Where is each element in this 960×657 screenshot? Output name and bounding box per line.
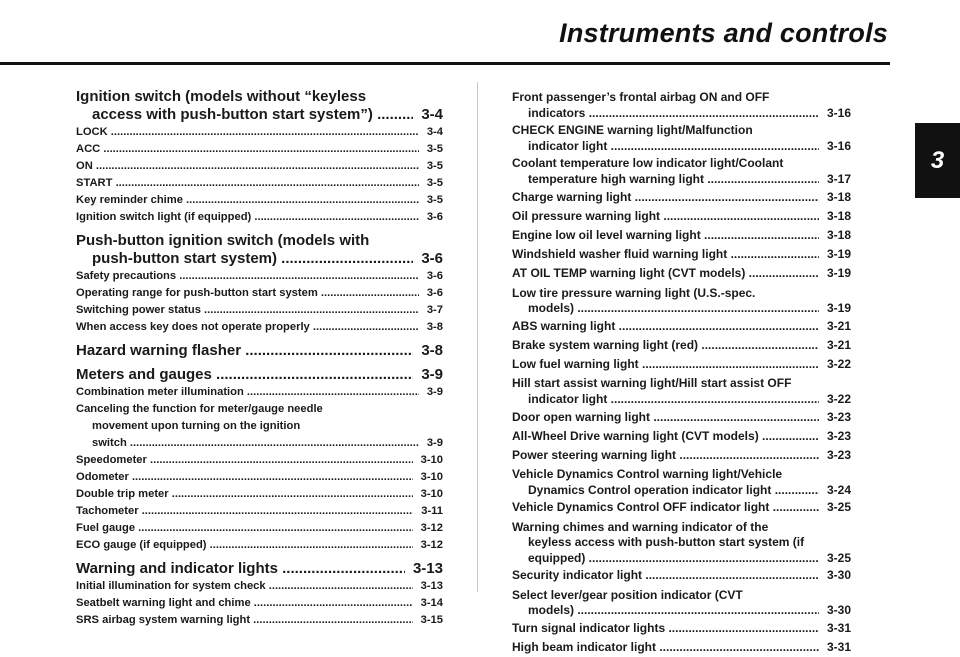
toc-entry-title: All-Wheel Drive warning light (CVT models) .....	[512, 427, 819, 446]
toc-entry-page: 3-9	[426, 386, 443, 398]
toc-entry-page: 3-6	[426, 270, 443, 282]
toc-entry-page: 3-19	[826, 301, 851, 316]
toc-entry-page: 3-16	[826, 138, 851, 153]
toc-entry-page: 3-5	[426, 194, 443, 206]
toc-entry-title-line: Low tire pressure warning light (U.S.-spec.	[512, 285, 756, 300]
toc-entry-title-line: Hill start assist warning light/Hill start assist OFF	[512, 376, 792, 391]
toc-entry-page: 3-8	[421, 342, 443, 359]
toc-entry[interactable]	[76, 232, 443, 268]
toc-entry-title: Low fuel warning light .....	[512, 355, 819, 374]
toc-entry[interactable]	[512, 376, 851, 407]
toc-entry-page: 3-12	[420, 522, 443, 534]
toc-entry-title: Security indicator light .....	[512, 566, 819, 585]
toc-entry-page: 3-31	[826, 620, 851, 635]
toc-entry-page: 3-22	[826, 391, 851, 406]
toc-entry-page: 3-5	[426, 177, 443, 189]
toc-entry[interactable]	[512, 408, 851, 427]
toc-entry-title: SRS airbag system warning light .....	[76, 612, 413, 629]
header-rule	[0, 62, 890, 65]
toc-entry-title-line: Canceling the function for meter/gauge needle	[76, 403, 323, 415]
toc-entry[interactable]	[76, 88, 443, 124]
toc-entry[interactable]	[76, 452, 443, 469]
toc-entry-title-line: models) .....	[528, 301, 819, 317]
toc-entry-title: Speedometer .....	[76, 452, 413, 469]
toc-entry-page: 3-14	[420, 597, 443, 609]
toc-entry-title-line: indicator light .....	[528, 392, 819, 408]
toc-entry-page: 3-9	[426, 437, 443, 449]
toc-entry[interactable]	[76, 486, 443, 503]
toc-entry-title-line: indicators .....	[528, 106, 819, 122]
toc-entry-page: 3-30	[826, 568, 851, 583]
toc-entry-page: 3-25	[826, 550, 851, 565]
toc-entry-title: Meters and gauges .....	[76, 366, 413, 384]
toc-entry[interactable]	[76, 401, 443, 452]
toc-entry-title-line: push-button start system) .....	[92, 250, 413, 268]
toc-entry-title-line: Dynamics Control operation indicator light .....	[528, 483, 819, 499]
toc-entry[interactable]	[512, 226, 851, 245]
toc-entry-page: 3-18	[826, 208, 851, 223]
toc-entry[interactable]	[512, 264, 851, 283]
toc-entry-page: 3-13	[412, 560, 443, 577]
toc-entry-title: LOCK .....	[76, 124, 419, 141]
toc-entry-title-line: access with push-button start system”) .....	[92, 106, 413, 124]
toc-entry[interactable]	[512, 355, 851, 374]
toc-entry[interactable]	[512, 520, 851, 567]
toc-entry[interactable]	[76, 469, 443, 486]
toc-entry-title: ABS warning light .....	[512, 317, 819, 336]
toc-entry-title: Vehicle Dynamics Control OFF indicator light .....	[512, 498, 819, 517]
toc-entry[interactable]	[512, 619, 851, 638]
toc-entry-page: 3-5	[426, 160, 443, 172]
toc-entry-title: Power steering warning light .....	[512, 446, 819, 465]
toc-entry-page: 3-6	[426, 287, 443, 299]
toc-entry-title-line: keyless access with push-button start system (if	[528, 535, 805, 550]
toc-entry-page: 3-18	[826, 227, 851, 242]
toc-entry-title: ON .....	[76, 158, 419, 175]
toc-entry-title-line: Warning chimes and warning indicator of the	[512, 519, 769, 534]
toc-entry[interactable]	[76, 192, 443, 209]
toc-entry-title: Charge warning light .....	[512, 188, 819, 207]
toc-entry-page: 3-15	[420, 614, 443, 626]
toc-entry[interactable]	[76, 537, 443, 554]
toc-entry-title: Combination meter illumination .....	[76, 384, 419, 401]
toc-entry[interactable]	[512, 188, 851, 207]
toc-entry-title-line: Coolant temperature low indicator light/Coolant	[512, 156, 784, 171]
toc-entry-title-line: models) .....	[528, 603, 819, 619]
page-title: Instruments and controls	[559, 18, 888, 48]
toc-entry[interactable]	[76, 595, 443, 612]
toc-entry[interactable]	[512, 245, 851, 264]
toc-entry-title-line: indicator light .....	[528, 139, 819, 155]
toc-entry-page: 3-12	[420, 539, 443, 551]
toc-entry[interactable]	[512, 207, 851, 226]
toc-entry-title: Double trip meter .....	[76, 486, 413, 503]
column-divider	[477, 82, 478, 592]
toc-entry-title: Brake system warning light (red) .....	[512, 336, 819, 355]
toc-entry-title: Switching power status .....	[76, 302, 419, 319]
toc-left-column	[76, 88, 443, 629]
toc-entry-page: 3-19	[826, 247, 851, 262]
toc-entry-title: Engine low oil level warning light .....	[512, 226, 819, 245]
toc-entry-page: 3-8	[426, 321, 443, 333]
toc-entry[interactable]	[512, 427, 851, 446]
toc-entry-page: 3-4	[426, 126, 443, 138]
toc-entry[interactable]	[76, 285, 443, 302]
toc-entry-title: Door open warning light .....	[512, 408, 819, 427]
toc-entry-page: 3-9	[421, 366, 443, 383]
toc-entry-page: 3-23	[826, 447, 851, 462]
toc-entry-title-line: Vehicle Dynamics Control warning light/Vehicle	[512, 467, 783, 482]
toc-entry-title-line: movement upon turning on the ignition	[92, 420, 301, 432]
toc-right-column	[512, 88, 851, 657]
toc-entry-title-line: switch .....	[92, 435, 419, 452]
toc-entry[interactable]	[76, 578, 443, 595]
toc-entry[interactable]	[76, 302, 443, 319]
toc-entry-page: 3-16	[826, 105, 851, 120]
toc-entry-page: 3-30	[826, 603, 851, 618]
toc-entry-title-line: CHECK ENGINE warning light/Malfunction	[512, 123, 753, 138]
toc-entry-page: 3-6	[426, 211, 443, 223]
toc-entry-title: Windshield washer fluid warning light .....	[512, 245, 819, 264]
toc-entry-page: 3-23	[826, 409, 851, 424]
toc-entry[interactable]	[512, 446, 851, 465]
toc-entry[interactable]	[76, 268, 443, 285]
toc-entry[interactable]	[76, 612, 443, 629]
toc-entry[interactable]	[76, 366, 443, 384]
toc-entry-title-line: Front passenger’s frontal airbag ON and OFF	[512, 90, 770, 104]
toc-entry[interactable]	[512, 566, 851, 585]
toc-entry-page: 3-6	[421, 250, 443, 267]
toc-entry-page: 3-21	[826, 337, 851, 352]
toc-entry-page: 3-10	[420, 454, 443, 466]
toc-entry-title-line: Select lever/gear position indicator (CVT	[512, 587, 743, 602]
toc-entry[interactable]	[512, 90, 851, 121]
toc-entry-page: 3-25	[826, 500, 851, 515]
toc-entry-title: Ignition switch light (if equipped) .....	[76, 209, 419, 226]
toc-entry-page: 3-21	[826, 318, 851, 333]
toc-entry-title: ACC .....	[76, 141, 419, 158]
toc-entry[interactable]	[76, 520, 443, 537]
toc-entry-title: Operating range for push-button start system .....	[76, 285, 419, 302]
toc-entry-title: Safety precautions .....	[76, 268, 419, 285]
toc-entry-title: AT OIL TEMP warning light (CVT models) .....	[512, 264, 819, 283]
toc-entry-page: 3-7	[426, 304, 443, 316]
toc-entry[interactable]	[76, 209, 443, 226]
toc-entry[interactable]	[512, 588, 851, 619]
toc-entry-title: Fuel gauge .....	[76, 520, 413, 537]
toc-entry-title: Turn signal indicator lights .....	[512, 619, 819, 638]
toc-entry[interactable]	[512, 336, 851, 355]
toc-entry[interactable]	[76, 158, 443, 175]
toc-entry-page: 3-13	[420, 580, 443, 592]
toc-entry-title-line: Push-button ignition switch (models with	[76, 232, 370, 249]
toc-entry[interactable]	[512, 498, 851, 517]
toc-entry-title: Seatbelt warning light and chime .....	[76, 595, 413, 612]
toc-entry-page: 3-10	[420, 488, 443, 500]
toc-entry-title-line: Ignition switch (models without “keyless	[76, 88, 367, 105]
toc-entry-title: Tachometer .....	[76, 503, 413, 520]
toc-entry-title-line: equipped) .....	[528, 551, 819, 567]
toc-entry-page: 3-10	[420, 471, 443, 483]
toc-entry[interactable]	[512, 467, 851, 498]
toc-entry-page: 3-4	[421, 106, 443, 123]
toc-entry-page: 3-23	[826, 428, 851, 443]
toc-entry[interactable]	[512, 156, 851, 187]
toc-entry[interactable]	[76, 124, 443, 141]
toc-entry-title: Warning and indicator lights .....	[76, 560, 405, 578]
toc-entry[interactable]	[76, 319, 443, 336]
toc-entry-title: ECO gauge (if equipped) .....	[76, 537, 413, 554]
toc-entry-title: Initial illumination for system check .....	[76, 578, 413, 595]
toc-entry-title: When access key does not operate properly .....	[76, 319, 419, 336]
chapter-tab: 3	[915, 123, 960, 198]
toc-entry-title-line: temperature high warning light .....	[528, 172, 819, 188]
toc-entry[interactable]	[76, 175, 443, 192]
toc-entry-title: START .....	[76, 175, 419, 192]
toc-entry-page: 3-19	[826, 266, 851, 281]
toc-entry[interactable]	[76, 384, 443, 401]
toc-entry[interactable]	[76, 342, 443, 360]
toc-entry-page: 3-31	[826, 639, 851, 654]
toc-entry-title: Oil pressure warning light .....	[512, 207, 819, 226]
toc-entry[interactable]	[76, 503, 443, 520]
toc-entry[interactable]	[512, 123, 851, 154]
toc-entry-page: 3-18	[826, 189, 851, 204]
toc-entry-page: 3-22	[826, 357, 851, 372]
toc-entry-title: Key reminder chime .....	[76, 192, 419, 209]
toc-entry-page: 3-11	[421, 505, 443, 517]
toc-entry-title: Odometer .....	[76, 469, 413, 486]
toc-entry-page: 3-5	[426, 143, 443, 155]
toc-entry[interactable]	[512, 286, 851, 317]
toc-entry[interactable]	[76, 141, 443, 158]
toc-entry[interactable]	[512, 317, 851, 336]
toc-entry-page: 3-17	[826, 171, 851, 186]
toc-entry-page: 3-24	[826, 482, 851, 497]
toc-entry-title: High beam indicator light .....	[512, 638, 819, 657]
toc-entry[interactable]	[512, 638, 851, 657]
toc-entry[interactable]	[76, 560, 443, 578]
toc-entry-title: Hazard warning flasher .....	[76, 342, 413, 360]
